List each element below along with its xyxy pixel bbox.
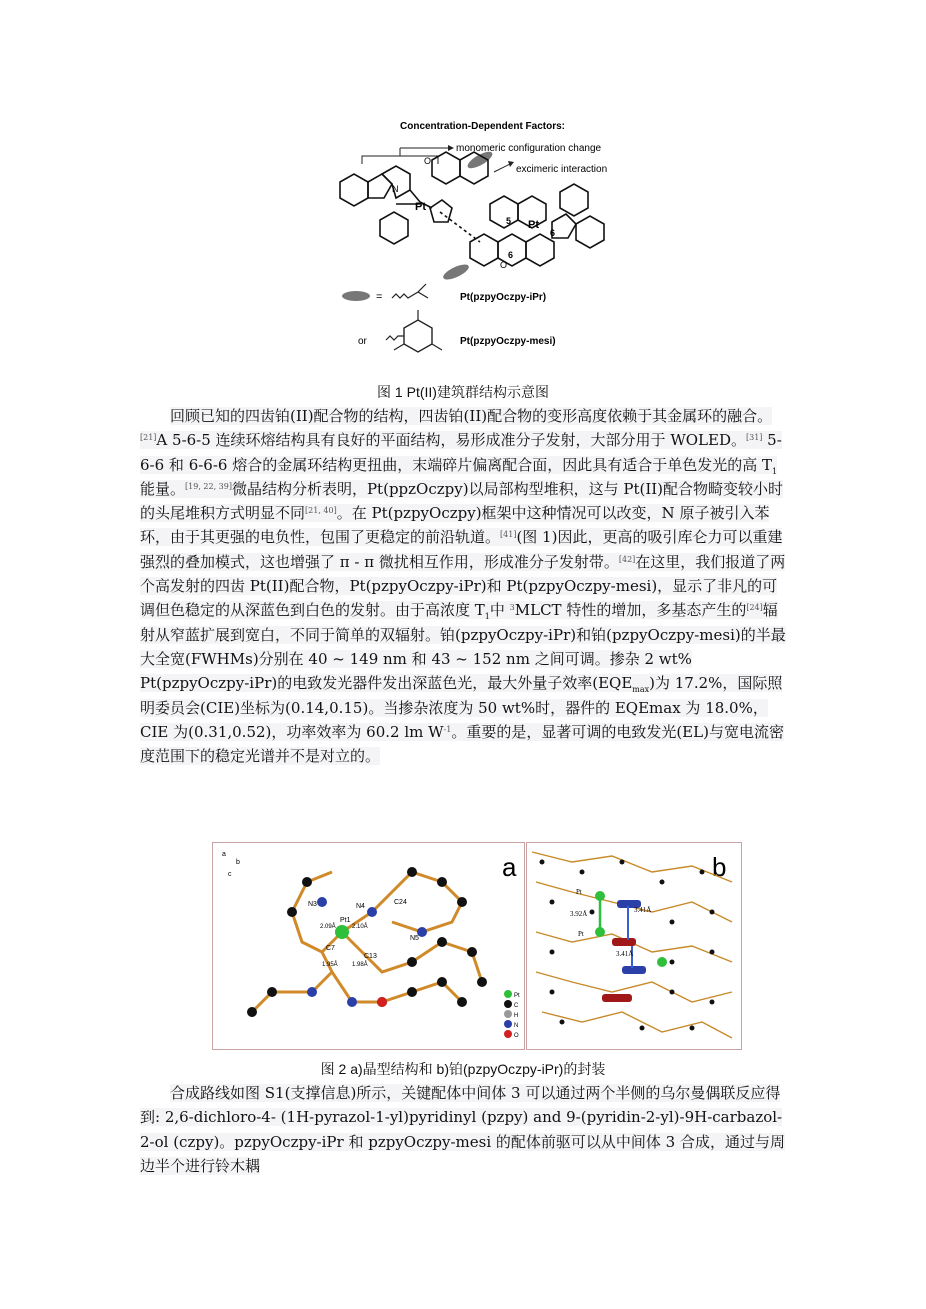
p1-s12: )为 17.2%，国际照明委员会(CIE)坐标为(0.14,0.15)。当掺杂浓度为 50 wt%时，器件的 EQEmax 为 18.0%，CIE 为(0.31,0.52)，功率效率为 60.2 lm W xyxy=(140,674,783,741)
figure-1-caption: 图 1 Pt(II)建筑群结构示意图 xyxy=(377,384,549,400)
label-pt1: Pt1 xyxy=(340,917,351,924)
legend-c: C xyxy=(514,1003,519,1009)
figure-2-caption: 图 2 a)晶型结构和 b)铂(pzpyOczpy-iPr)的封装 xyxy=(320,1061,606,1077)
legend-equals: = xyxy=(376,291,383,303)
ref-24: [24] xyxy=(746,603,763,613)
legend-h: H xyxy=(514,1013,519,1019)
legend-mesi: Pt(pzpyOczpy-mesi) xyxy=(460,336,556,347)
p1-s6: 。在 Pt(pzpyOczpy)框架中这种情况可以改变，N 原子被引入苯环，由于其更强的电负性，包围了更稳定的前沿轨道。 xyxy=(140,504,770,547)
ref-21-40: [21, 40] xyxy=(305,506,337,516)
p1-s9: 中 xyxy=(489,601,510,620)
p1-s2: A 5-6-5 连续环熔结构具有良好的平面结构，易形成准分子发射，大部分用于 WOLED。 xyxy=(156,431,746,450)
p1-s13: 。重要的是，显著可调的电致发光(EL)与宽电流密度范围下的稳定光谱并不是对立的。 xyxy=(140,722,784,766)
substituent-ellipse-2 xyxy=(441,262,471,283)
label-n5: N5 xyxy=(410,935,419,942)
figure-1-header: Concentration-Dependent Factors: xyxy=(400,121,566,132)
ref-42: [42] xyxy=(618,554,636,564)
atom-pt-left: Pt xyxy=(415,201,426,213)
sup-3: 3 xyxy=(509,603,515,613)
bond-2: 2.10Å xyxy=(352,924,368,930)
atom-o-left: O xyxy=(424,156,432,166)
sub-t1b: 1 xyxy=(484,612,490,622)
ring-label-6a: 6 xyxy=(550,228,556,238)
label-c24: C24 xyxy=(394,899,407,906)
label-monomeric: monomeric configuration change xyxy=(456,143,602,154)
paragraph-1 xyxy=(140,404,790,768)
b-dist-2: 3.41Å xyxy=(634,906,652,914)
bond-4: 1.98Å xyxy=(352,962,368,968)
label-c13: C13 xyxy=(364,953,377,960)
legend-n: N xyxy=(514,1023,519,1029)
b-dist-3: 3.41Å xyxy=(616,950,634,958)
legend-pt: Pt xyxy=(514,993,520,999)
p1-s11: 辐射从窄蓝扩展到宽白，不同于简单的双辐射。铂(pzpyOczpy-iPr)和铂(pzpyOczpy-mesi)的半最大全宽(FWHMs)分别在 40 ~ 149 nm 和 43 ~ 152 nm 之间可调。掺杂 2 wt% Pt(pzpyOczpy-iPr)的电致发光器件发出深蓝色光，最大外量子效率(EQE xyxy=(140,601,786,693)
ref-19-22-39: [19, 22, 39] xyxy=(185,481,232,491)
b-dist-1: 3.92Å xyxy=(570,910,588,918)
p1-s7: (图 1)因此，更高的吸引库仑力可以重建强烈的叠加模式，这也增强了 π - π 微扰相互作用，形成准分子发射带。 xyxy=(140,528,783,571)
ref-21: [21] xyxy=(140,433,157,443)
label-c7: C7 xyxy=(326,945,335,952)
legend-ipr: Pt(pzpyOczpy-iPr) xyxy=(460,292,547,303)
label-excimeric: excimeric interaction xyxy=(516,164,608,175)
b-label-pt-bottom: Pt xyxy=(578,930,584,938)
panel-b-label: b xyxy=(712,852,727,882)
ref-31: [31] xyxy=(745,433,763,443)
p2-text: 合成路线如图 S1(支撑信息)所示，关键配体中间体 3 可以通过两个半侧的乌尔曼偶联反应得到: 2,6-dichloro-4- (1H-pyrazol-1-yl)pyridinyl (pzpy) and 9-(pyridin-2-yl)-9H-carbazol- 2-ol (czpy)。pzpyOczpy-iPr 和 pzpyOczpy-mesi 的配体前驱可以从中间体 3 合成，通过与周边半个进行铃木耦 xyxy=(140,1084,785,1175)
legend-or: or xyxy=(358,336,367,347)
ref-41: [41] xyxy=(500,530,517,540)
p1-s8: 在这里，我们报道了两个高发射的四齿 Pt(II)配合物，Pt(pzpyOczpy-iPr)和 Pt(pzpyOczpy-mesi)，显示了非凡的可调但色稳定的从深蓝色到白色的发射。由于高浓度 T xyxy=(140,552,786,620)
atom-pt-right: Pt xyxy=(528,219,539,231)
bond-3: 1.95Å xyxy=(322,962,338,968)
panel-a-label: a xyxy=(502,852,517,882)
sup-minus-1: -1 xyxy=(443,724,452,734)
atom-n: N xyxy=(392,184,399,194)
axis-c: c xyxy=(228,871,232,878)
atom-o-right: O xyxy=(500,260,508,270)
p1-s5: 微晶结构分析表明，Pt(ppzOczpy)以局部构型堆积，这与 Pt(II)配合物畸变较小时的头尾堆积方式明显不同 xyxy=(140,479,784,523)
legend-ellipse xyxy=(342,291,370,301)
p1-s4: 能量。 xyxy=(140,479,186,498)
paragraph-2 xyxy=(140,1081,790,1178)
figure-1-structure xyxy=(320,112,620,374)
p1-s10: MLCT 特性的增加，多基态产生的 xyxy=(514,601,747,620)
p1-s3: 5-6-6 和 6-6-6 熔合的金属环结构更扭曲，末端碎片偏离配合面，因此具有适合于单色发光的高 T xyxy=(140,431,782,474)
legend-o: O xyxy=(514,1033,519,1039)
label-n3: N3 xyxy=(308,901,317,908)
b-label-pt-top: Pt xyxy=(576,888,582,896)
bond-1: 2.09Å xyxy=(320,924,336,930)
atom-oxygen xyxy=(377,997,387,1007)
axis-a: a xyxy=(222,851,226,858)
axis-b: b xyxy=(236,859,240,866)
label-n4: N4 xyxy=(356,903,365,910)
p1-s1: 回顾已知的四齿铂(II)配合物的结构，四齿铂(II)配合物的变形高度依赖于其金属环的融合。 xyxy=(170,407,773,425)
atom-platinum xyxy=(335,925,349,939)
figure-2-crystal xyxy=(212,842,742,1050)
sub-t1: 1 xyxy=(772,466,778,476)
sub-max: max xyxy=(632,685,650,695)
ring-label-6b: 6 xyxy=(508,250,514,260)
ring-label-5: 5 xyxy=(506,216,512,226)
